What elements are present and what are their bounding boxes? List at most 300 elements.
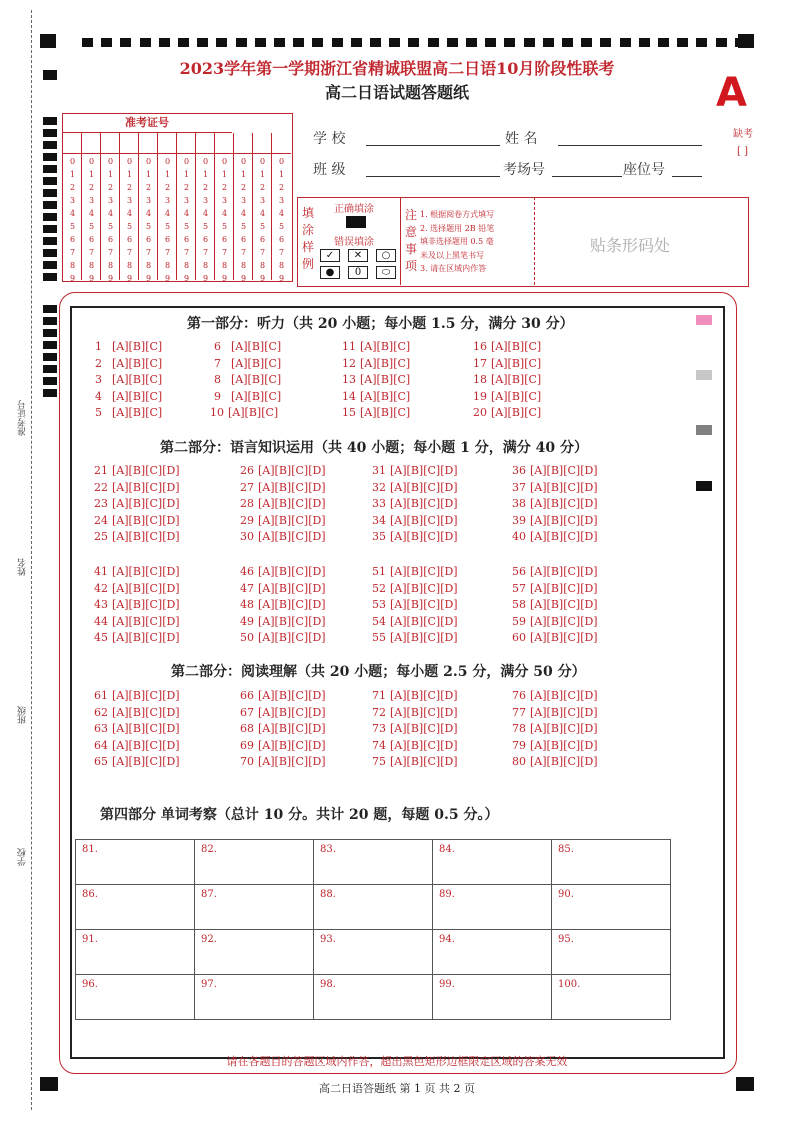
answer-options[interactable]: [A][B][C][D] [390, 581, 458, 595]
digit-bubble[interactable]: 2 [88, 183, 95, 192]
answer-options[interactable]: [A][B][C][D] [112, 530, 180, 543]
word-answer-cell[interactable]: 96. [76, 975, 195, 1020]
digit-bubble[interactable]: 5 [278, 222, 285, 231]
digit-bubble[interactable]: 3 [126, 196, 133, 205]
digit-bubble[interactable]: 1 [88, 170, 95, 179]
word-answer-cell[interactable]: 88. [314, 885, 433, 930]
word-answer-cell[interactable]: 91. [76, 930, 195, 975]
question-number: 28 [240, 497, 254, 510]
word-answer-cell[interactable]: 82. [195, 840, 314, 885]
question-number: 80 [512, 755, 526, 768]
question-number: 56 [512, 565, 526, 578]
answer-options[interactable]: [A][B][C] [360, 389, 411, 403]
digit-bubble[interactable]: 2 [107, 183, 114, 192]
digit-bubble[interactable]: 2 [69, 183, 76, 192]
digit-write-cell[interactable] [120, 133, 139, 154]
digit-bubble[interactable]: 0 [240, 157, 247, 166]
digit-bubble[interactable]: 5 [145, 222, 152, 231]
digit-bubble[interactable]: 1 [107, 170, 114, 179]
answer-options[interactable]: [A][B][C] [360, 356, 411, 370]
word-answer-cell[interactable]: 85. [552, 840, 671, 885]
digit-bubble[interactable]: 6 [88, 235, 95, 244]
digit-write-cell[interactable] [101, 133, 120, 154]
answer-options[interactable]: [A][B][C] [231, 356, 282, 370]
question-number: 52 [372, 581, 386, 595]
answer-options[interactable]: [A][B][C][D] [258, 722, 326, 735]
answer-options[interactable]: [A][B][C] [231, 389, 282, 403]
word-answer-cell[interactable]: 90. [552, 885, 671, 930]
digit-bubble[interactable]: 3 [107, 196, 114, 205]
answer-options[interactable]: [A][B][C][D] [112, 722, 180, 735]
digit-bubble[interactable]: 7 [259, 248, 266, 257]
answer-options[interactable]: [A][B][C] [228, 406, 279, 419]
word-answer-cell[interactable]: 83. [314, 840, 433, 885]
digit-bubble[interactable]: 3 [202, 196, 209, 205]
digit-bubble[interactable]: 0 [88, 157, 95, 166]
timing-mark [581, 38, 592, 47]
digit-bubble[interactable]: 8 [126, 261, 133, 270]
cross-mark-icon: ✕ [348, 249, 368, 262]
answer-options[interactable]: [A][B][C][D] [258, 581, 326, 595]
word-answer-cell[interactable]: 87. [195, 885, 314, 930]
answer-options[interactable]: [A][B][C][D] [530, 581, 598, 595]
question-number: 6 [214, 340, 221, 353]
absent-label: 缺考 [733, 129, 753, 140]
answer-options[interactable]: [A][B][C][D] [112, 581, 180, 595]
digit-bubble[interactable]: 7 [240, 248, 247, 257]
answer-options[interactable]: [A][B][C] [231, 340, 282, 353]
digit-bubble[interactable]: 3 [240, 196, 247, 205]
answer-options[interactable]: [A][B][C][D] [258, 755, 326, 768]
timing-mark [428, 38, 439, 47]
exam-room-field[interactable] [552, 176, 622, 177]
digit-bubble[interactable]: 0 [278, 157, 285, 166]
digit-bubble[interactable]: 2 [164, 183, 171, 192]
answer-options[interactable]: [A][B][C][D] [390, 480, 458, 494]
digit-bubble[interactable]: 9 [202, 274, 209, 283]
digit-bubble[interactable]: 9 [88, 274, 95, 283]
digit-bubble[interactable]: 0 [221, 157, 228, 166]
answer-options[interactable]: [A][B][C][D] [390, 755, 458, 768]
answer-options[interactable]: [A][B][C][D] [390, 530, 458, 543]
version-label: A [716, 70, 747, 116]
answer-options[interactable]: [A][B][C][D] [258, 565, 326, 578]
digit-bubble[interactable]: 2 [145, 183, 152, 192]
answer-options[interactable]: [A][B][C][D] [258, 705, 326, 719]
question-number: 9 [214, 389, 221, 403]
question-number: 38 [512, 497, 526, 510]
answer-options[interactable]: [A][B][C][D] [112, 497, 180, 510]
word-answer-cell[interactable]: 84. [433, 840, 552, 885]
answer-options[interactable]: [A][B][C][D] [112, 689, 180, 702]
answer-options[interactable]: [A][B][C] [112, 356, 163, 370]
question-number: 1 [95, 340, 102, 353]
timing-mark [43, 153, 57, 161]
answer-options[interactable]: [A][B][C][D] [530, 565, 598, 578]
word-answer-cell[interactable]: 92. [195, 930, 314, 975]
answer-options[interactable]: [A][B][C][D] [390, 513, 458, 527]
digit-bubble[interactable]: 8 [164, 261, 171, 270]
answer-options[interactable]: [A][B][C][D] [390, 705, 458, 719]
digit-bubble[interactable]: 1 [164, 170, 171, 179]
answer-options[interactable]: [A][B][C][D] [530, 689, 598, 702]
seat-label: 座位号 [623, 162, 665, 178]
answer-options[interactable]: [A][B][C] [112, 373, 163, 386]
answer-options[interactable]: [A][B][C][D] [390, 464, 458, 477]
digit-bubble[interactable]: 2 [278, 183, 285, 192]
answer-options[interactable]: [A][B][C][D] [112, 565, 180, 578]
digit-bubble[interactable]: 6 [240, 235, 247, 244]
digit-bubble[interactable]: 8 [278, 261, 285, 270]
answer-options[interactable]: [A][B][C][D] [258, 598, 326, 611]
answer-options[interactable]: [A][B][C] [491, 406, 542, 419]
digit-bubble[interactable]: 4 [221, 209, 228, 218]
digit-bubble[interactable]: 4 [69, 209, 76, 218]
digit-bubble[interactable]: 1 [183, 170, 190, 179]
digit-bubble[interactable]: 6 [126, 235, 133, 244]
answer-options[interactable]: [A][B][C][D] [112, 614, 180, 628]
admission-digit-column [81, 133, 101, 283]
digit-bubble[interactable]: 8 [221, 261, 228, 270]
timing-mark [332, 38, 343, 47]
answer-options[interactable]: [A][B][C][D] [112, 480, 180, 494]
digit-bubble[interactable]: 9 [240, 274, 247, 283]
digit-bubble[interactable]: 5 [164, 222, 171, 231]
question-number: 61 [94, 689, 108, 702]
digit-bubble[interactable]: 6 [107, 235, 114, 244]
answer-options[interactable]: [A][B][C] [360, 406, 411, 419]
answer-options[interactable]: [A][B][C][D] [258, 497, 326, 510]
digit-bubble[interactable]: 2 [240, 183, 247, 192]
digit-write-cell[interactable] [272, 133, 291, 154]
digit-bubble[interactable]: 0 [202, 157, 209, 166]
digit-bubble[interactable]: 2 [183, 183, 190, 192]
digit-bubble[interactable]: 9 [145, 274, 152, 283]
answer-options[interactable]: [A][B][C][D] [530, 530, 598, 543]
word-answer-cell[interactable]: 100. [552, 975, 671, 1020]
answer-options[interactable]: [A][B][C] [112, 340, 163, 353]
answer-options[interactable]: [A][B][C][D] [390, 497, 458, 510]
digit-bubble[interactable]: 6 [145, 235, 152, 244]
word-answer-cell[interactable]: 99. [433, 975, 552, 1020]
digit-bubble[interactable]: 3 [259, 196, 266, 205]
digit-write-cell[interactable] [215, 133, 234, 154]
digit-write-cell[interactable] [63, 133, 82, 154]
digit-bubble[interactable]: 4 [202, 209, 209, 218]
digit-bubble[interactable]: 0 [183, 157, 190, 166]
answer-options[interactable]: [A][B][C][D] [390, 631, 458, 644]
word-answer-cell[interactable]: 97. [195, 975, 314, 1020]
answer-options[interactable]: [A][B][C][D] [530, 598, 598, 611]
digit-write-cell[interactable] [234, 133, 253, 154]
corner-mark-tl [40, 34, 56, 48]
seat-field[interactable] [672, 176, 702, 177]
digit-bubble[interactable]: 8 [202, 261, 209, 270]
answer-options[interactable]: [A][B][C][D] [530, 722, 598, 735]
answer-options[interactable]: [A][B][C][D] [390, 722, 458, 735]
digit-bubble[interactable]: 6 [221, 235, 228, 244]
digit-bubble[interactable]: 5 [69, 222, 76, 231]
digit-bubble[interactable]: 8 [69, 261, 76, 270]
question-number: 15 [342, 406, 356, 419]
question-number: 45 [94, 631, 108, 644]
answer-options[interactable]: [A][B][C][D] [530, 497, 598, 510]
digit-bubble[interactable]: 3 [183, 196, 190, 205]
digit-write-cell[interactable] [177, 133, 196, 154]
timing-mark [504, 38, 515, 47]
timing-mark [562, 38, 573, 47]
name-label: 姓 名 [505, 131, 538, 147]
answer-options[interactable]: [A][B][C] [112, 406, 163, 419]
digit-bubble[interactable]: 1 [240, 170, 247, 179]
digit-bubble[interactable]: 7 [221, 248, 228, 257]
answer-options[interactable]: [A][B][C][D] [390, 738, 458, 752]
question-number: 43 [94, 598, 108, 611]
digit-bubble[interactable]: 5 [107, 222, 114, 231]
digit-bubble[interactable]: 8 [107, 261, 114, 270]
digit-bubble[interactable]: 7 [145, 248, 152, 257]
answer-options[interactable]: [A][B][C][D] [112, 705, 180, 719]
digit-bubble[interactable]: 7 [183, 248, 190, 257]
word-answer-cell[interactable]: 93. [314, 930, 433, 975]
timing-mark [43, 189, 57, 197]
digit-bubble[interactable]: 6 [278, 235, 285, 244]
admission-digit-column [214, 133, 234, 283]
timing-mark [236, 38, 247, 47]
answer-options[interactable]: [A][B][C][D] [112, 464, 180, 477]
fill-sample-label: 填涂样例 [302, 206, 315, 271]
answer-options[interactable]: [A][B][C][D] [258, 738, 326, 752]
timing-mark [408, 38, 419, 47]
answer-options[interactable]: [A][B][C][D] [390, 689, 458, 702]
digit-bubble[interactable]: 9 [278, 274, 285, 283]
answer-options[interactable]: [A][B][C] [231, 373, 282, 386]
answer-options[interactable]: [A][B][C][D] [530, 631, 598, 644]
digit-bubble[interactable]: 1 [259, 170, 266, 179]
answer-options[interactable]: [A][B][C][D] [530, 614, 598, 628]
question-number: 59 [512, 614, 526, 628]
digit-bubble[interactable]: 4 [88, 209, 95, 218]
answer-options[interactable]: [A][B][C][D] [258, 631, 326, 644]
digit-bubble[interactable]: 6 [259, 235, 266, 244]
digit-bubble[interactable]: 4 [164, 209, 171, 218]
digit-bubble[interactable]: 0 [107, 157, 114, 166]
timing-mark [677, 38, 688, 47]
digit-write-cell[interactable] [82, 133, 101, 154]
digit-bubble[interactable]: 9 [164, 274, 171, 283]
question-number: 78 [512, 722, 526, 735]
digit-bubble[interactable]: 8 [145, 261, 152, 270]
answer-options[interactable]: [A][B][C] [360, 340, 411, 353]
answer-options[interactable]: [A][B][C][D] [530, 464, 598, 477]
digit-bubble[interactable]: 7 [126, 248, 133, 257]
timing-mark [120, 38, 131, 47]
digit-bubble[interactable]: 7 [278, 248, 285, 257]
digit-bubble[interactable]: 1 [278, 170, 285, 179]
digit-bubble[interactable]: 4 [278, 209, 285, 218]
question-number: 75 [372, 755, 386, 768]
digit-write-cell[interactable] [158, 133, 177, 154]
timing-mark [43, 365, 57, 373]
digit-bubble[interactable]: 1 [69, 170, 76, 179]
question-number: 69 [240, 738, 254, 752]
timing-mark [43, 353, 57, 361]
timing-mark [658, 38, 669, 47]
answer-options[interactable]: [A][B][C][D] [390, 614, 458, 628]
answer-options[interactable]: [A][B][C] [112, 389, 163, 403]
digit-bubble[interactable]: 2 [259, 183, 266, 192]
digit-bubble[interactable]: 5 [240, 222, 247, 231]
digit-write-cell[interactable] [139, 133, 158, 154]
digit-bubble[interactable]: 4 [259, 209, 266, 218]
question-number: 66 [240, 689, 254, 702]
correct-fill-mark [346, 216, 366, 228]
digit-bubble[interactable]: 4 [107, 209, 114, 218]
answer-options[interactable]: [A][B][C][D] [258, 480, 326, 494]
digit-write-cell[interactable] [253, 133, 272, 154]
digit-bubble[interactable]: 0 [126, 157, 133, 166]
digit-bubble[interactable]: 5 [88, 222, 95, 231]
digit-bubble[interactable]: 4 [183, 209, 190, 218]
word-answer-cell[interactable]: 81. [76, 840, 195, 885]
color-swatch-mid [696, 425, 712, 435]
answer-options[interactable]: [A][B][C][D] [112, 598, 180, 611]
answer-options[interactable]: [A][B][C][D] [258, 464, 326, 477]
word-answer-cell[interactable]: 95. [552, 930, 671, 975]
answer-options[interactable]: [A][B][C] [491, 340, 542, 353]
digit-bubble[interactable]: 5 [202, 222, 209, 231]
digit-bubble[interactable]: 6 [202, 235, 209, 244]
digit-bubble[interactable]: 1 [145, 170, 152, 179]
part4-row [76, 930, 671, 975]
answer-options[interactable]: [A][B][C][D] [530, 480, 598, 494]
admission-digit-column [195, 133, 215, 283]
answer-options[interactable]: [A][B][C][D] [530, 738, 598, 752]
digit-bubble[interactable]: 4 [240, 209, 247, 218]
digit-bubble[interactable]: 1 [221, 170, 228, 179]
part4-table [75, 839, 671, 1020]
answer-options[interactable]: [A][B][C][D] [530, 705, 598, 719]
digit-bubble[interactable]: 0 [259, 157, 266, 166]
digit-bubble[interactable]: 3 [164, 196, 171, 205]
digit-bubble[interactable]: 2 [126, 183, 133, 192]
digit-bubble[interactable]: 6 [183, 235, 190, 244]
question-number: 67 [240, 705, 254, 719]
timing-mark [620, 38, 631, 47]
digit-bubble[interactable]: 2 [202, 183, 209, 192]
digit-bubble[interactable]: 0 [69, 157, 76, 166]
word-answer-cell[interactable]: 86. [76, 885, 195, 930]
digit-bubble[interactable]: 5 [183, 222, 190, 231]
digit-bubble[interactable]: 8 [88, 261, 95, 270]
class-field[interactable] [366, 176, 500, 177]
question-number: 74 [372, 738, 386, 752]
answer-options[interactable]: [A][B][C][D] [530, 513, 598, 527]
digit-bubble[interactable]: 9 [221, 274, 228, 283]
absent-checkbox[interactable]: [ ] [737, 146, 748, 157]
digit-bubble[interactable]: 5 [221, 222, 228, 231]
word-answer-cell[interactable]: 98. [314, 975, 433, 1020]
timing-mark [370, 38, 381, 47]
exam-title: 2023学年第一学期浙江省精诚联盟高二日语10月阶段性联考 [179, 59, 615, 78]
word-answer-cell[interactable]: 89. [433, 885, 552, 930]
digit-bubble[interactable]: 1 [202, 170, 209, 179]
digit-bubble[interactable]: 9 [183, 274, 190, 283]
notice: 请在各题目的答题区域内作答，超出黑色矩形边框限定区域的答案无效 [226, 1055, 568, 1068]
answer-options[interactable]: [A][B][C] [491, 389, 542, 403]
question-number: 33 [372, 497, 386, 510]
digit-bubble[interactable]: 6 [164, 235, 171, 244]
digit-bubble[interactable]: 1 [126, 170, 133, 179]
digit-bubble[interactable]: 9 [69, 274, 76, 283]
part4-row [76, 975, 671, 1020]
answer-options[interactable]: [A][B][C][D] [390, 598, 458, 611]
digit-bubble[interactable]: 0 [145, 157, 152, 166]
digit-bubble[interactable]: 4 [126, 209, 133, 218]
answer-options[interactable]: [A][B][C][D] [258, 689, 326, 702]
digit-bubble[interactable]: 9 [259, 274, 266, 283]
digit-write-cell[interactable] [196, 133, 215, 154]
digit-bubble[interactable]: 3 [221, 196, 228, 205]
digit-bubble[interactable]: 9 [126, 274, 133, 283]
digit-bubble[interactable]: 7 [88, 248, 95, 257]
name-field[interactable] [558, 145, 702, 146]
question-number: 11 [342, 340, 356, 353]
digit-bubble[interactable]: 3 [69, 196, 76, 205]
digit-bubble[interactable]: 3 [145, 196, 152, 205]
digit-bubble[interactable]: 7 [69, 248, 76, 257]
digit-bubble[interactable]: 8 [259, 261, 266, 270]
school-field[interactable] [366, 145, 500, 146]
word-answer-cell[interactable]: 94. [433, 930, 552, 975]
digit-bubble[interactable]: 8 [183, 261, 190, 270]
digit-bubble[interactable]: 6 [69, 235, 76, 244]
answer-options[interactable]: [A][B][C] [491, 356, 542, 370]
digit-bubble[interactable]: 8 [240, 261, 247, 270]
answer-options[interactable]: [A][B][C][D] [112, 755, 180, 768]
question-number: 40 [512, 530, 526, 543]
digit-bubble[interactable]: 7 [164, 248, 171, 257]
digit-bubble[interactable]: 3 [278, 196, 285, 205]
digit-bubble[interactable]: 5 [259, 222, 266, 231]
digit-bubble[interactable]: 2 [221, 183, 228, 192]
answer-options[interactable]: [A][B][C][D] [390, 565, 458, 578]
side-label-name: 姓名 [18, 558, 28, 576]
digit-bubble[interactable]: 5 [126, 222, 133, 231]
timing-mark [696, 38, 707, 47]
note-line: 填非选择题用 0.5 毫 [420, 237, 494, 246]
digit-bubble[interactable]: 7 [107, 248, 114, 257]
digit-bubble[interactable]: 4 [145, 209, 152, 218]
answer-options[interactable]: [A][B][C][D] [258, 513, 326, 527]
question-number: 62 [94, 705, 108, 719]
answer-options[interactable]: [A][B][C][D] [530, 755, 598, 768]
answer-options[interactable]: [A][B][C] [491, 373, 542, 386]
answer-options[interactable]: [A][B][C][D] [112, 631, 180, 644]
question-number: 39 [512, 513, 526, 527]
answer-options[interactable]: [A][B][C][D] [112, 513, 180, 527]
digit-bubble[interactable]: 9 [107, 274, 114, 283]
digit-bubble[interactable]: 7 [202, 248, 209, 257]
answer-options[interactable]: [A][B][C] [360, 373, 411, 386]
answer-options[interactable]: [A][B][C][D] [258, 614, 326, 628]
answer-options[interactable]: [A][B][C][D] [112, 738, 180, 752]
question-number: 76 [512, 689, 526, 702]
digit-bubble[interactable]: 3 [88, 196, 95, 205]
answer-options[interactable]: [A][B][C][D] [258, 530, 326, 543]
legend-divider-2 [534, 197, 535, 285]
digit-bubble[interactable]: 0 [164, 157, 171, 166]
